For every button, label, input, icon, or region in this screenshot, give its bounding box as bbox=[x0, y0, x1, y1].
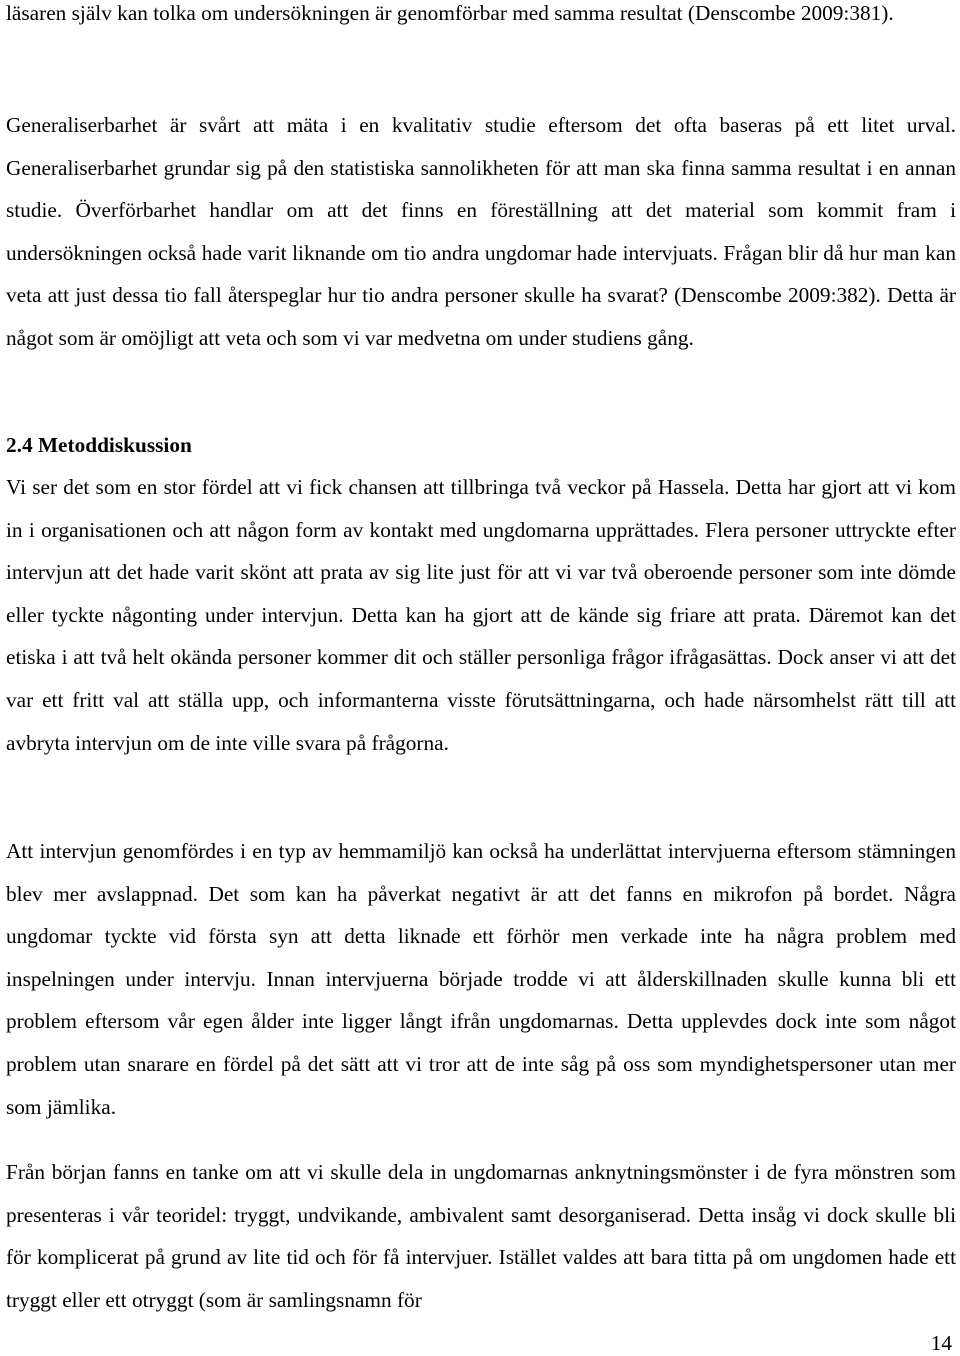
paragraph-attachment-patterns: Från början fanns en tanke om att vi skulle dela in ungdomarnas anknytningsmönster i de fyra mönstren som presenteras i vår teoridel: tryggt, undvikande, ambivalent samt desorganiserad. Detta insåg vi dock skulle bli för komplicerat på grund av lite tid och för få intervjuer. Istället valdes att bara titta på om ungdomen hade ett tryggt eller ett otryggt (som är samlingsnamn för bbox=[6, 1160, 956, 1312]
paragraph-method-discussion: Vi ser det som en stor fördel att vi fick chansen att tillbringa två veckor på Hassela. Detta har gjort att vi kom in i organisationen och att någon form av kontakt med ungdomarna upprättades. Flera personer uttryckte efter intervjun att det hade varit skönt att prata av sig lite just för att vi var två oberoende personer som inte dömde eller tyckte någonting under intervjun. Detta kan ha gjort att de kände sig friare att prata. Däremot kan det etiska i att två helt okända personer kommer dit och ställer personliga frågor ifrågasättas. Dock anser vi att det var ett fritt val att ställa upp, och informanterna visste förutsättningarna, och hade närsomhelst rätt till att avbryta intervjun om de inte ville svara på frågorna. bbox=[6, 475, 956, 755]
paragraph-reliability-end: läsaren själv kan tolka om undersökningen är genomförbar med samma resultat (Denscombe 2009:381). bbox=[6, 1, 894, 25]
section-heading: 2.4 Metoddiskussion bbox=[6, 433, 192, 457]
paragraph-interview-environment: Att intervjun genomfördes i en typ av hemmamiljö kan också ha underlättat intervjuerna eftersom stämningen blev mer avslappnad. Det som kan ha påverkat negativt är att det fanns en mikrofon på bordet. Några ungdomar tyckte vid första syn att detta liknade ett förhör men verkade inte ha några problem med inspelningen under intervju. Innan intervjuerna började trodde vi att ålderskillnaden skulle kunna bli ett problem eftersom vår egen ålder inte ligger långt ifrån ungdomarnas. Detta upplevdes dock inte som något problem utan snarare en fördel på det sätt att vi tror att de inte såg på oss som myndighetspersoner utan mer som jämlika. bbox=[6, 839, 956, 1119]
page-number: 14 bbox=[930, 1331, 952, 1355]
paragraph-generalizability: Generaliserbarhet är svårt att mäta i en kvalitativ studie eftersom det ofta baseras på ett litet urval. Generaliserbarhet grundar sig på den statistiska sannolikheten för att man ska finna samma resultat i en annan studie. Överförbarhet handlar om att det finns en föreställning att det material som kommit fram i undersökningen också hade varit liknande om tio andra ungdomar hade intervjuats. Frågan blir då hur man kan veta att just dessa tio fall återspeglar hur tio andra personer skulle ha svarat? (Denscombe 2009:382). Detta är något som är omöjligt att veta och som vi var medvetna om under studiens gång. bbox=[6, 113, 956, 350]
